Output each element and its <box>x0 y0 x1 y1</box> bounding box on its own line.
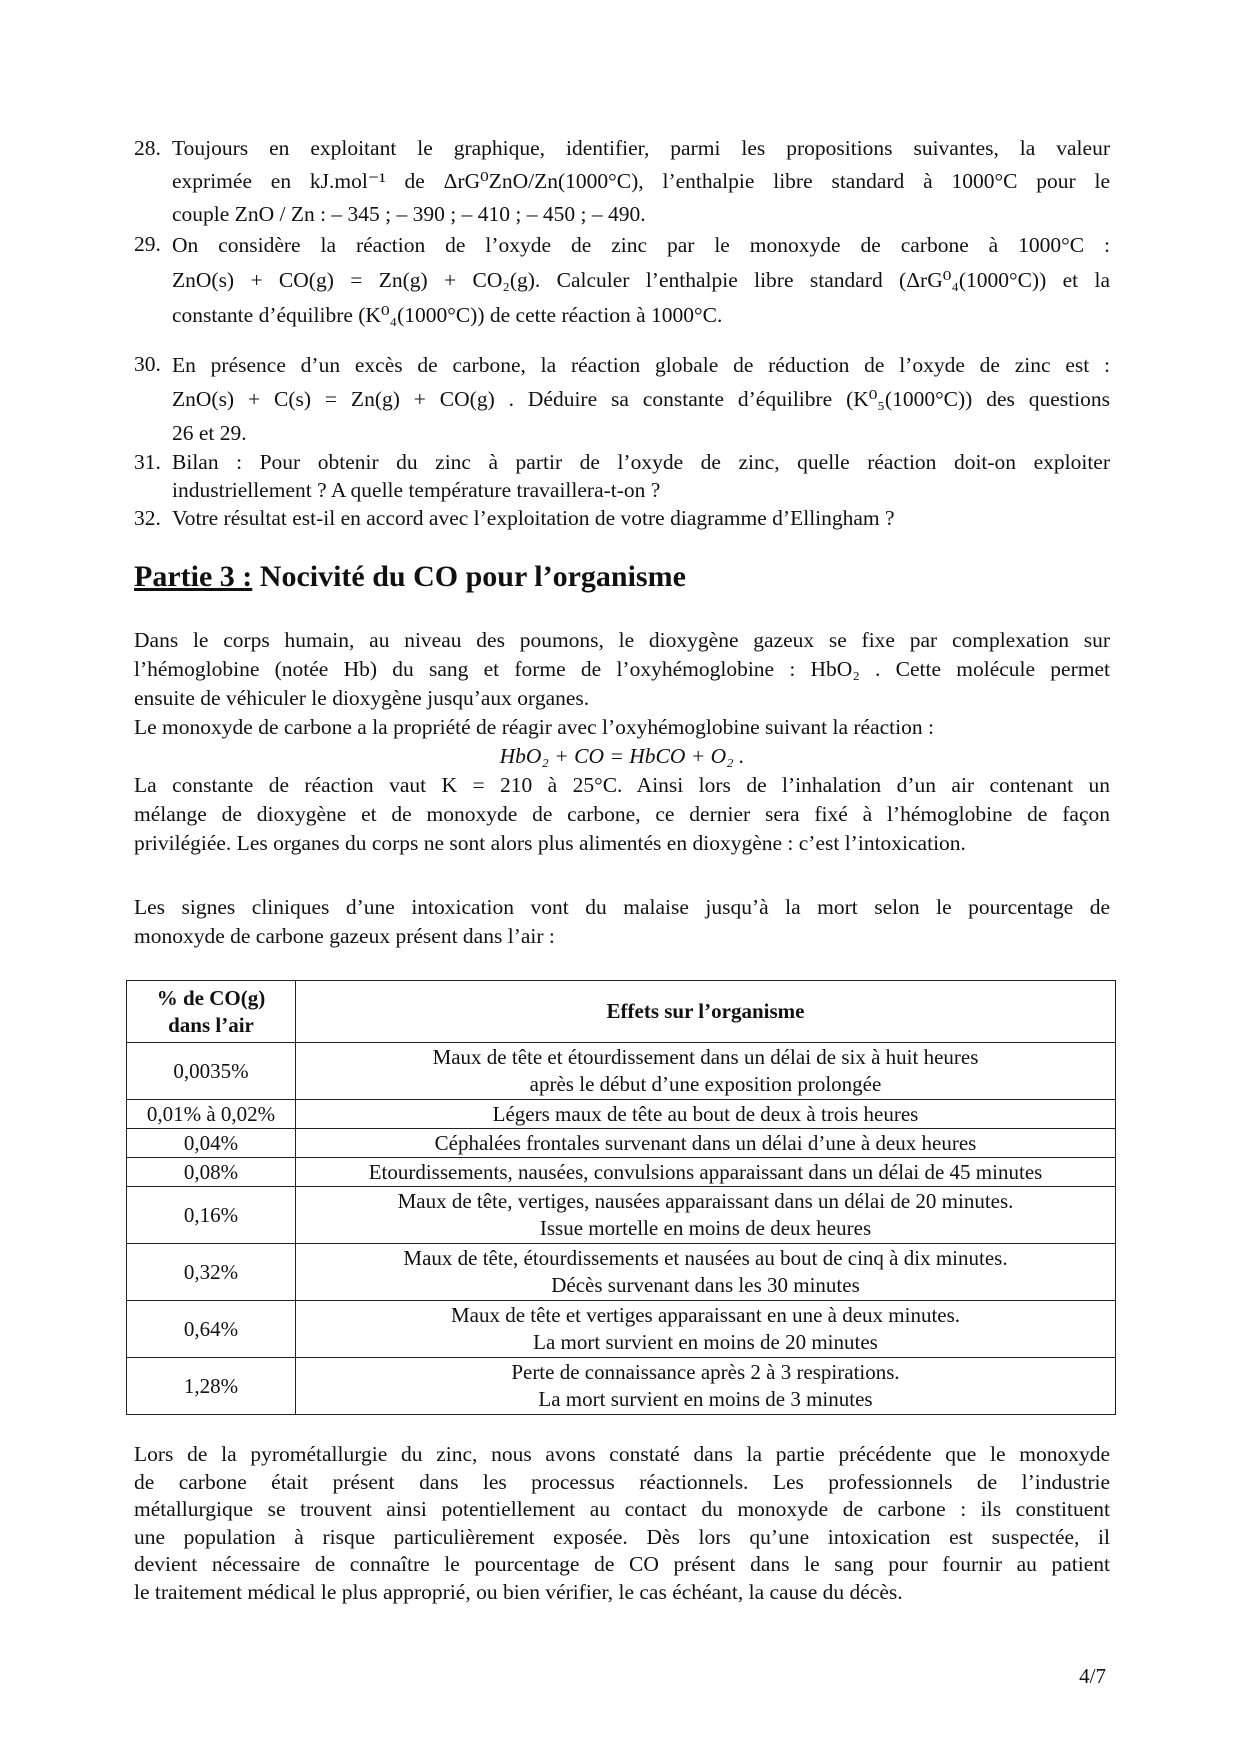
co-percentage-cell: 0,0035% <box>127 1043 296 1100</box>
text-line: de carbone était présent dans les processus réactionnels. Les professionnels de l’industrie <box>134 1469 1110 1494</box>
effect-text: Décès survenant dans les 30 minutes <box>551 1273 860 1297</box>
text-line: privilégiée. Les organes du corps ne sont alors plus alimentés en dioxygène : c’est l’intoxication. <box>134 831 966 855</box>
text-line: ensuite de véhiculer le dioxygène jusqu’aux organes. <box>134 686 590 710</box>
conclusion-paragraph <box>134 1441 1110 1606</box>
intro-paragraph <box>134 626 1110 858</box>
effect-text: Maux de tête et étourdissement dans un délai de six à huit heures <box>432 1045 979 1069</box>
co-percentage-cell: 0,08% <box>127 1158 296 1187</box>
section-label: Partie 3 : <box>134 560 253 593</box>
co-percentage-cell: 0,32% <box>127 1244 296 1301</box>
text-line: mélange de dioxygène et de monoxyde de carbone, ce dernier sera fixé à l’hémoglobine de façon <box>134 802 1110 826</box>
table-row <box>127 1129 1116 1158</box>
reaction-equation: HbO₂ + CO = HbCO + O₂ . <box>499 744 745 768</box>
effect-text: Légers maux de tête au bout de deux à trois heures <box>492 1101 919 1126</box>
question-number: 29. <box>134 232 161 256</box>
effect-text: Maux de tête et vertiges apparaissant en une à deux minutes. <box>450 1303 961 1327</box>
question-line: ZnO(s) + C(s) = Zn(g) + CO(g) . Déduire sa constante d’équilibre (K⁰₅(1000°C)) des questions <box>172 387 1110 411</box>
table-row <box>127 1100 1116 1129</box>
question-line: Toujours en exploitant le graphique, identifier, parmi les propositions suivantes, la valeur <box>172 136 1110 160</box>
text-line: métallurgique se trouvent ainsi potentiellement au contact du monoxyde de carbone : ils constituent <box>134 1497 1110 1521</box>
effect-text: Etourdissements, nausées, convulsions apparaissant dans un délai de 45 minutes <box>368 1159 1043 1184</box>
clinical-signs-paragraph <box>134 893 1110 951</box>
effects-cell <box>296 1301 1116 1358</box>
co-effects-table <box>126 980 1116 1415</box>
text-line: l’hémoglobine (notée Hb) du sang et forme de l’oxyhémoglobine : HbO₂ . Cette molécule permet <box>134 657 1110 681</box>
header-text: % de CO(g) <box>156 985 266 1010</box>
question-number: 31. <box>134 450 161 474</box>
question-line: couple ZnO / Zn : – 345 ; – 390 ; – 410 ; – 450 ; – 490. <box>172 202 646 226</box>
question-line: Bilan : Pour obtenir du zinc à partir de l’oxyde de zinc, quelle réaction doit-on exploiter <box>172 450 1110 474</box>
question-30 <box>134 348 1110 450</box>
effect-text: Maux de tête, vertiges, nausées apparaissant dans un délai de 20 minutes. <box>397 1189 1014 1213</box>
effects-cell <box>296 1100 1116 1129</box>
text-line: une population à risque particulièrement exposée. Dès lors qu’une intoxication est suspectée, il <box>134 1524 1110 1549</box>
text-line: Lors de la pyrométallurgie du zinc, nous avons constaté dans la partie précédente que le monoxyde <box>134 1442 1110 1466</box>
header-co-percentage <box>127 981 296 1043</box>
table-row <box>127 1043 1116 1100</box>
effect-text: La mort survient en moins de 20 minutes <box>533 1330 878 1354</box>
table-row <box>127 1358 1116 1415</box>
question-32 <box>134 504 1110 532</box>
section-heading <box>134 560 686 594</box>
co-percentage-cell: 0,01% à 0,02% <box>127 1100 296 1129</box>
co-percentage-cell: 0,04% <box>127 1129 296 1158</box>
text-line: monoxyde de carbone gazeux présent dans l’air : <box>134 924 555 948</box>
effects-cell <box>296 1158 1116 1187</box>
effects-cell <box>296 1043 1116 1100</box>
question-line: 26 et 29. <box>172 421 247 445</box>
question-number: 32. <box>134 506 161 530</box>
co-percentage-cell: 0,64% <box>127 1301 296 1358</box>
co-percentage-cell: 0,16% <box>127 1187 296 1244</box>
section-title: Nocivité du CO pour l’organisme <box>259 560 686 593</box>
co-percentage-cell: 1,28% <box>127 1358 296 1415</box>
effect-text: Céphalées frontales survenant dans un délai d’une à deux heures <box>434 1130 977 1155</box>
text-line: Dans le corps humain, au niveau des poumons, le dioxygène gazeux se fixe par complexation sur <box>134 628 1110 652</box>
question-line: On considère la réaction de l’oxyde de zinc par le monoxyde de carbone à 1000°C : <box>172 233 1110 257</box>
effect-text: La mort survient en moins de 3 minutes <box>538 1387 873 1411</box>
text-line: La constante de réaction vaut K = 210 à 25°C. Ainsi lors de l’inhalation d’un air contenant un <box>134 773 1110 797</box>
question-line: constante d’équilibre (K⁰₄(1000°C)) de cette réaction à 1000°C. <box>172 303 723 327</box>
effects-cell <box>296 1187 1116 1244</box>
table-row <box>127 1301 1116 1358</box>
effects-cell <box>296 1244 1116 1301</box>
table-header-row <box>127 981 1116 1043</box>
text-line: Les signes cliniques d’une intoxication vont du malaise jusqu’à la mort selon le pourcentage de <box>134 895 1110 919</box>
table-row <box>127 1244 1116 1301</box>
effects-cell <box>296 1129 1116 1158</box>
text-line: le traitement médical le plus approprié, ou bien vérifier, le cas échéant, la cause du décès. <box>134 1579 903 1604</box>
effects-cell <box>296 1358 1116 1415</box>
text-line: devient nécessaire de connaître le pourcentage de CO présent dans le sang pour fournir au patient <box>134 1552 1110 1576</box>
page-number: 4/7 <box>1079 1664 1106 1688</box>
table-row <box>127 1187 1116 1244</box>
question-line: exprimée en kJ.mol⁻¹ de ΔrG⁰ZnO/Zn(1000°C), l’enthalpie libre standard à 1000°C pour le <box>172 169 1110 193</box>
effect-text: Maux de tête, étourdissements et nausées au bout de cinq à dix minutes. <box>403 1246 1008 1270</box>
effect-text: Perte de connaissance après 2 à 3 respirations. <box>511 1360 900 1384</box>
text-line: Le monoxyde de carbone a la propriété de réagir avec l’oxyhémoglobine suivant la réaction : <box>134 715 934 739</box>
table-row <box>127 1158 1116 1187</box>
effect-text: Issue mortelle en moins de deux heures <box>539 1216 872 1240</box>
header-text: dans l’air <box>168 1012 254 1037</box>
question-line: Votre résultat est-il en accord avec l’exploitation de votre diagramme d’Ellingham ? <box>172 506 895 530</box>
question-28 <box>134 132 1110 231</box>
question-29 <box>134 228 1110 333</box>
question-line: En présence d’un excès de carbone, la réaction globale de réduction de l’oxyde de zinc est : <box>172 353 1110 377</box>
question-number: 28. <box>134 136 161 160</box>
header-effects: Effets sur l’organisme <box>296 981 1116 1043</box>
question-31 <box>134 448 1110 504</box>
question-line: ZnO(s) + CO(g) = Zn(g) + CO₂(g). Calculer l’enthalpie libre standard (ΔrG⁰₄(1000°C)) et la <box>172 268 1110 292</box>
question-number: 30. <box>134 352 161 376</box>
question-line: industriellement ? A quelle température travaillera-t-on ? <box>172 478 661 502</box>
effect-text: après le début d’une exposition prolongée <box>529 1072 882 1096</box>
table-body <box>127 1043 1116 1415</box>
